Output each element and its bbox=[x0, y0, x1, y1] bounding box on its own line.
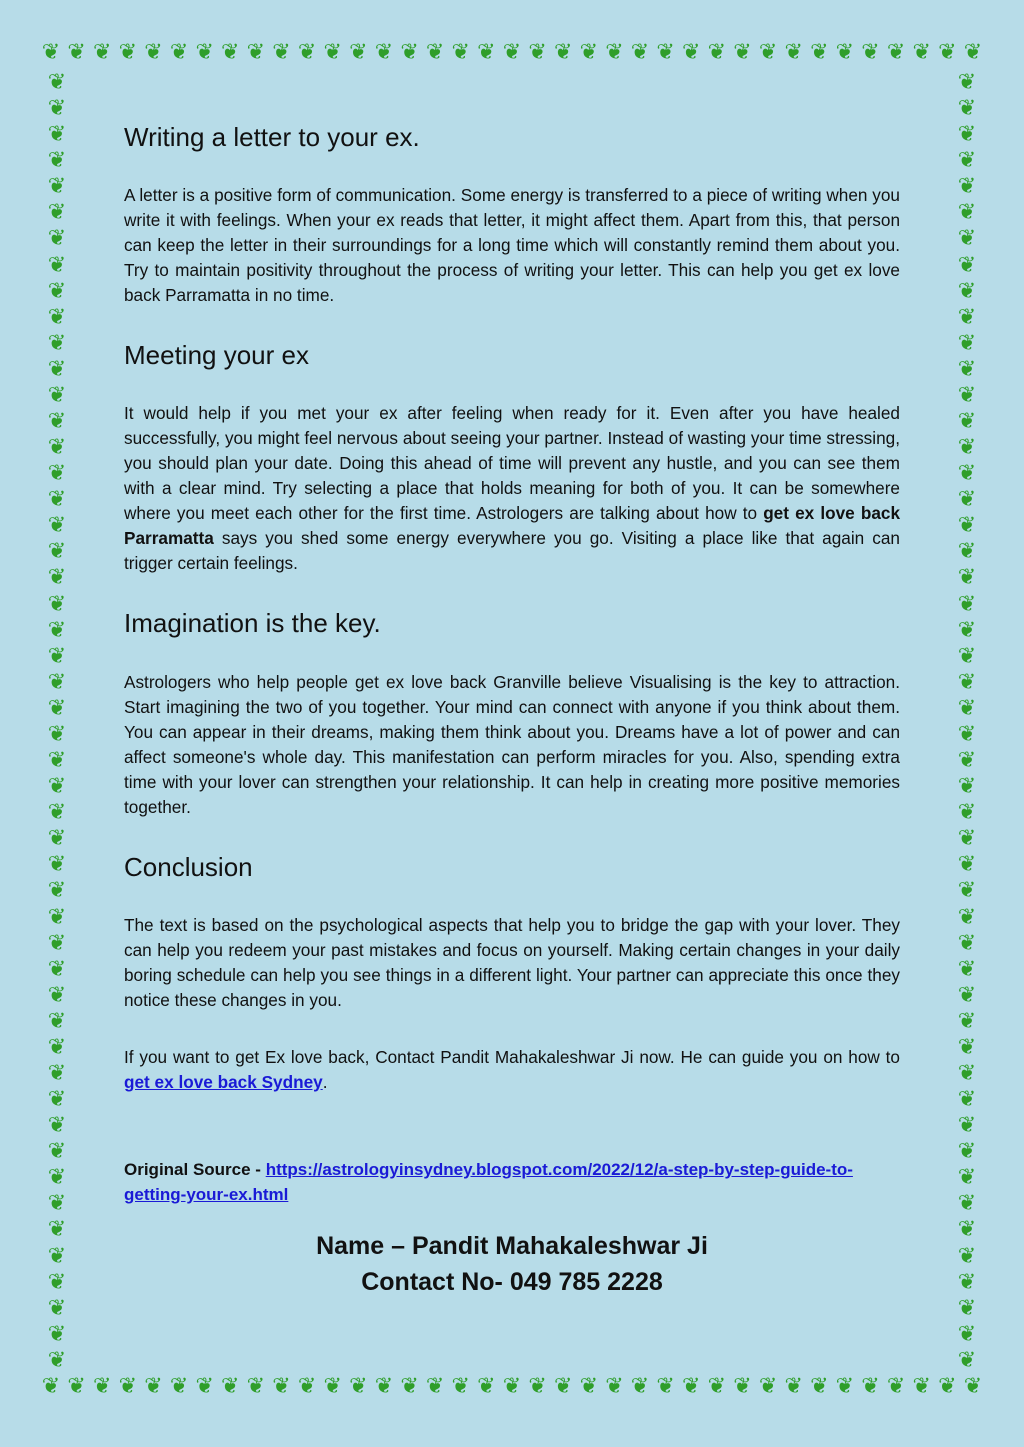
leaf-vine-icon: ❦ bbox=[630, 40, 650, 65]
page-border-bottom bbox=[40, 1376, 984, 1398]
section-heading: Conclusion bbox=[124, 851, 253, 882]
leaf-vine-icon: ❦ bbox=[47, 1347, 67, 1373]
leaf-vine-icon: ❦ bbox=[246, 1374, 266, 1399]
page-border-top bbox=[40, 42, 984, 64]
leaf-vine-icon: ❦ bbox=[957, 304, 977, 330]
leaf-vine-icon: ❦ bbox=[528, 1374, 547, 1399]
leaf-vine-icon: ❦ bbox=[246, 40, 266, 65]
leaf-vine-icon: ❦ bbox=[47, 70, 67, 95]
leaf-vine-icon: ❦ bbox=[477, 1374, 496, 1399]
leaf-vine-icon: ❦ bbox=[47, 643, 67, 669]
leaf-vine-icon: ❦ bbox=[957, 1060, 977, 1086]
leaf-vine-icon: ❦ bbox=[957, 226, 977, 252]
section-imagination bbox=[124, 608, 900, 819]
leaf-vine-icon: ❦ bbox=[47, 930, 67, 956]
leaf-vine-icon: ❦ bbox=[957, 122, 977, 148]
leaf-vine-icon: ❦ bbox=[47, 278, 67, 304]
leaf-vine-icon: ❦ bbox=[938, 40, 957, 65]
leaf-vine-icon: ❦ bbox=[400, 1374, 419, 1399]
leaf-vine-icon: ❦ bbox=[118, 40, 138, 65]
leaf-vine-icon: ❦ bbox=[349, 1374, 368, 1399]
source-label: Original Source - bbox=[124, 1159, 266, 1179]
leaf-vine-icon: ❦ bbox=[47, 148, 67, 174]
leaf-vine-icon: ❦ bbox=[425, 1374, 445, 1399]
leaf-vine-icon: ❦ bbox=[957, 461, 977, 487]
section-writing-letter bbox=[124, 122, 900, 308]
leaf-vine-icon: ❦ bbox=[47, 96, 67, 122]
leaf-vine-icon: ❦ bbox=[957, 852, 977, 878]
leaf-vine-icon: ❦ bbox=[47, 513, 67, 539]
leaf-vine-icon: ❦ bbox=[733, 1374, 752, 1399]
leaf-vine-icon: ❦ bbox=[957, 774, 977, 800]
leaf-vine-icon: ❦ bbox=[682, 1374, 701, 1399]
section-conclusion bbox=[124, 852, 900, 1013]
leaf-vine-icon: ❦ bbox=[47, 1269, 67, 1295]
leaf-vine-icon: ❦ bbox=[886, 40, 906, 65]
leaf-vine-icon: ❦ bbox=[957, 1139, 977, 1165]
leaf-vine-icon: ❦ bbox=[707, 1374, 727, 1399]
leaf-vine-icon: ❦ bbox=[886, 1374, 906, 1399]
page-border-left bbox=[46, 72, 68, 1372]
leaf-vine-icon: ❦ bbox=[47, 956, 67, 982]
leaf-vine-icon: ❦ bbox=[47, 226, 67, 252]
leaf-vine-icon: ❦ bbox=[47, 122, 67, 148]
paragraph-text: says you shed some energy everywhere you go. Visiting a place like that again can trigger certain feelings. bbox=[124, 528, 900, 574]
leaf-vine-icon: ❦ bbox=[47, 1217, 67, 1243]
leaf-vine-icon: ❦ bbox=[425, 40, 445, 65]
leaf-vine-icon: ❦ bbox=[47, 878, 67, 904]
signature-contact: Contact No- 049 785 2228 bbox=[361, 1268, 663, 1296]
leaf-vine-icon: ❦ bbox=[957, 435, 977, 461]
leaf-vine-icon: ❦ bbox=[47, 461, 67, 487]
leaf-vine-icon: ❦ bbox=[579, 40, 599, 65]
signature-block bbox=[0, 1228, 1024, 1300]
leaf-vine-icon: ❦ bbox=[605, 1374, 624, 1399]
document-body bbox=[124, 122, 900, 1207]
leaf-vine-icon: ❦ bbox=[502, 1374, 522, 1399]
leaf-vine-icon: ❦ bbox=[47, 748, 67, 774]
section-paragraph: The text is based on the psychological aspects that help you to bridge the gap with your lover. They can help you redeem your past mistakes and focus on yourself. Making certain changes in your daily boring schedule can help you see things in a different light. Your partner can appreciate this once they notice these changes in you. bbox=[124, 914, 900, 1010]
leaf-vine-icon: ❦ bbox=[912, 40, 931, 65]
leaf-vine-icon: ❦ bbox=[656, 40, 675, 65]
section-heading: Imagination is the key. bbox=[124, 608, 381, 639]
leaf-vine-icon: ❦ bbox=[957, 878, 977, 904]
leaf-vine-icon: ❦ bbox=[374, 40, 394, 65]
section-paragraph bbox=[124, 401, 900, 576]
leaf-vine-icon: ❦ bbox=[47, 252, 67, 278]
leaf-vine-icon: ❦ bbox=[47, 539, 67, 565]
leaf-vine-icon: ❦ bbox=[477, 40, 496, 65]
source-link[interactable]: https://astrologyinsydney.blogspot.com/2022/12/a-step-by-step-guide-to-getting-your-ex.html bbox=[124, 1159, 853, 1204]
leaf-vine-icon: ❦ bbox=[221, 40, 240, 65]
leaf-vine-icon: ❦ bbox=[47, 982, 67, 1008]
leaf-vine-icon: ❦ bbox=[323, 40, 342, 65]
paragraph-text: It would help if you met your ex after feeling when ready for it. Even after you have healed successfully, you might feel nervous about seeing your partner. Instead of wasting your time stressing, you should plan your date. Doing this ahead of time will prevent any hustle, and you can see them with a clear mind. Try selecting a place that holds meaning for both of you. It can be somewhere where you meet each other for the first time. Astrologers are talking about how to bbox=[124, 403, 900, 524]
leaf-vine-icon: ❦ bbox=[957, 565, 977, 591]
leaf-vine-icon: ❦ bbox=[579, 1374, 599, 1399]
leaf-vine-icon: ❦ bbox=[451, 40, 470, 65]
leaf-vine-icon: ❦ bbox=[47, 1113, 67, 1139]
leaf-vine-icon: ❦ bbox=[47, 904, 67, 930]
leaf-vine-icon: ❦ bbox=[47, 1243, 67, 1269]
leaf-vine-icon: ❦ bbox=[810, 1374, 829, 1399]
leaf-vine-icon: ❦ bbox=[957, 174, 977, 200]
original-source bbox=[124, 1157, 900, 1207]
leaf-vine-icon: ❦ bbox=[47, 826, 67, 852]
leaf-vine-icon: ❦ bbox=[47, 1008, 67, 1034]
leaf-vine-icon: ❦ bbox=[957, 617, 977, 643]
leaf-vine-icon: ❦ bbox=[502, 40, 522, 65]
leaf-vine-icon: ❦ bbox=[861, 40, 880, 65]
bold-keyword: get ex love back Parramatta bbox=[124, 503, 901, 549]
leaf-vine-icon: ❦ bbox=[272, 40, 291, 65]
leaf-vine-icon: ❦ bbox=[957, 591, 977, 617]
leaf-vine-icon: ❦ bbox=[528, 40, 547, 65]
leaf-vine-icon: ❦ bbox=[400, 40, 419, 65]
leaf-vine-icon: ❦ bbox=[47, 721, 67, 747]
leaf-vine-icon: ❦ bbox=[957, 695, 977, 721]
leaf-vine-icon: ❦ bbox=[707, 40, 727, 65]
section-paragraph: A letter is a positive form of communication. Some energy is transferred to a piece of writing when you write it with feelings. When your ex reads that letter, it might affect them. Apart from this, that person can keep the letter in their surroundings for a long time which will constantly remind them about you. Try to maintain positivity throughout the process of writing your letter. This can help you get ex love back Parramatta in no time. bbox=[124, 185, 900, 306]
leaf-vine-icon: ❦ bbox=[957, 1269, 977, 1295]
leaf-vine-icon: ❦ bbox=[47, 1139, 67, 1165]
paragraph-text: If you want to get Ex love back, Contact Pandit Mahakaleshwar Ji now. He can guide you on how to bbox=[124, 1046, 900, 1067]
leaf-vine-icon: ❦ bbox=[938, 1374, 957, 1399]
leaf-vine-icon: ❦ bbox=[957, 800, 977, 826]
leaf-vine-icon: ❦ bbox=[67, 1374, 86, 1399]
leaf-vine-icon: ❦ bbox=[957, 513, 977, 539]
leaf-vine-icon: ❦ bbox=[221, 1374, 240, 1399]
leaf-vine-icon: ❦ bbox=[957, 1321, 977, 1347]
leaf-vine-icon: ❦ bbox=[553, 40, 573, 65]
leaf-vine-icon: ❦ bbox=[957, 982, 977, 1008]
leaf-vine-icon: ❦ bbox=[957, 1295, 977, 1321]
leaf-vine-icon: ❦ bbox=[47, 1295, 67, 1321]
leaf-vine-icon: ❦ bbox=[912, 1374, 931, 1399]
leaf-vine-icon: ❦ bbox=[47, 409, 67, 435]
leaf-vine-icon: ❦ bbox=[47, 852, 67, 878]
leaf-vine-icon: ❦ bbox=[47, 695, 67, 721]
leaf-vine-icon: ❦ bbox=[47, 774, 67, 800]
leaf-vine-icon: ❦ bbox=[41, 40, 61, 65]
leaf-vine-icon: ❦ bbox=[957, 356, 977, 382]
leaf-vine-icon: ❦ bbox=[957, 1008, 977, 1034]
leaf-vine-icon: ❦ bbox=[47, 669, 67, 695]
leaf-vine-icon: ❦ bbox=[957, 330, 977, 356]
section-meeting-ex bbox=[124, 340, 900, 576]
leaf-vine-icon: ❦ bbox=[272, 1374, 291, 1399]
leaf-vine-icon: ❦ bbox=[374, 1374, 394, 1399]
leaf-vine-icon: ❦ bbox=[451, 1374, 470, 1399]
leaf-vine-icon: ❦ bbox=[957, 382, 977, 408]
leaf-vine-icon: ❦ bbox=[957, 252, 977, 278]
leaf-vine-icon: ❦ bbox=[47, 330, 67, 356]
leaf-vine-icon: ❦ bbox=[957, 1191, 977, 1217]
leaf-vine-icon: ❦ bbox=[118, 1374, 138, 1399]
leaf-vine-icon: ❦ bbox=[67, 40, 86, 65]
leaf-vine-icon: ❦ bbox=[957, 487, 977, 513]
leaf-vine-icon: ❦ bbox=[957, 1243, 977, 1269]
leaf-vine-icon: ❦ bbox=[47, 565, 67, 591]
leaf-vine-icon: ❦ bbox=[47, 200, 67, 226]
leaf-vine-icon: ❦ bbox=[47, 1191, 67, 1217]
signature-name: Name – Pandit Mahakaleshwar Ji bbox=[316, 1232, 708, 1260]
leaf-vine-icon: ❦ bbox=[297, 1374, 317, 1399]
leaf-vine-icon: ❦ bbox=[957, 200, 977, 226]
leaf-vine-icon: ❦ bbox=[784, 40, 803, 65]
leaf-vine-icon: ❦ bbox=[195, 40, 214, 65]
leaf-vine-icon: ❦ bbox=[47, 435, 67, 461]
leaf-vine-icon: ❦ bbox=[47, 382, 67, 408]
leaf-vine-icon: ❦ bbox=[835, 40, 855, 65]
leaf-vine-icon: ❦ bbox=[957, 1113, 977, 1139]
leaf-vine-icon: ❦ bbox=[605, 40, 624, 65]
leaf-vine-icon: ❦ bbox=[957, 643, 977, 669]
leaf-vine-icon: ❦ bbox=[682, 40, 701, 65]
leaf-vine-icon: ❦ bbox=[93, 1374, 112, 1399]
section-paragraph: Astrologers who help people get ex love back Granville believe Visualising is the key to attraction. Start imagining the two of you together. Your mind can connect with anyone if you think about them. You can appear in their dreams, making them think about you. Dreams have a lot of power and can affect someone's whole day. This manifestation can perform miracles for you. Also, spending extra time with your lover can strengthen your relationship. It can help in creating more positive memories together. bbox=[124, 671, 900, 817]
leaf-vine-icon: ❦ bbox=[93, 40, 112, 65]
leaf-vine-icon: ❦ bbox=[169, 40, 189, 65]
leaf-vine-icon: ❦ bbox=[957, 278, 977, 304]
leaf-vine-icon: ❦ bbox=[47, 591, 67, 617]
leaf-vine-icon: ❦ bbox=[957, 539, 977, 565]
leaf-vine-icon: ❦ bbox=[47, 1321, 67, 1347]
leaf-vine-icon: ❦ bbox=[957, 904, 977, 930]
leaf-vine-icon: ❦ bbox=[835, 1374, 855, 1399]
leaf-vine-icon: ❦ bbox=[630, 1374, 650, 1399]
leaf-vine-icon: ❦ bbox=[784, 1374, 803, 1399]
leaf-vine-icon: ❦ bbox=[957, 1034, 977, 1060]
leaf-vine-icon: ❦ bbox=[957, 1165, 977, 1191]
leaf-vine-icon: ❦ bbox=[47, 1087, 67, 1113]
leaf-vine-icon: ❦ bbox=[957, 956, 977, 982]
page-border-right bbox=[956, 72, 978, 1372]
leaf-vine-icon: ❦ bbox=[349, 40, 368, 65]
leaf-vine-icon: ❦ bbox=[957, 721, 977, 747]
leaf-vine-icon: ❦ bbox=[47, 304, 67, 330]
leaf-vine-icon: ❦ bbox=[47, 1034, 67, 1060]
leaf-vine-icon: ❦ bbox=[957, 1347, 977, 1373]
leaf-vine-icon: ❦ bbox=[47, 174, 67, 200]
leaf-vine-icon: ❦ bbox=[733, 40, 752, 65]
leaf-vine-icon: ❦ bbox=[957, 748, 977, 774]
leaf-vine-icon: ❦ bbox=[810, 40, 829, 65]
leaf-vine-icon: ❦ bbox=[957, 669, 977, 695]
leaf-vine-icon: ❦ bbox=[144, 1374, 163, 1399]
leaf-vine-icon: ❦ bbox=[297, 40, 317, 65]
section-heading: Meeting your ex bbox=[124, 340, 309, 371]
leaf-vine-icon: ❦ bbox=[47, 1060, 67, 1086]
section-heading: Writing a letter to your ex. bbox=[124, 122, 420, 152]
leaf-vine-icon: ❦ bbox=[957, 409, 977, 435]
leaf-vine-icon: ❦ bbox=[144, 40, 163, 65]
leaf-vine-icon: ❦ bbox=[47, 1165, 67, 1191]
leaf-vine-icon: ❦ bbox=[47, 617, 67, 643]
paragraph-text: . bbox=[322, 1071, 328, 1092]
leaf-vine-icon: ❦ bbox=[47, 800, 67, 826]
leaf-vine-icon: ❦ bbox=[963, 40, 983, 65]
leaf-vine-icon: ❦ bbox=[957, 148, 977, 174]
leaf-vine-icon: ❦ bbox=[758, 1374, 778, 1399]
leaf-vine-icon: ❦ bbox=[47, 487, 67, 513]
leaf-vine-icon: ❦ bbox=[957, 96, 977, 122]
leaf-vine-icon: ❦ bbox=[957, 70, 977, 95]
leaf-vine-icon: ❦ bbox=[41, 1374, 61, 1399]
leaf-vine-icon: ❦ bbox=[963, 1374, 983, 1399]
contact-paragraph bbox=[124, 1045, 900, 1095]
leaf-vine-icon: ❦ bbox=[861, 1374, 880, 1399]
leaf-vine-icon: ❦ bbox=[656, 1374, 675, 1399]
leaf-vine-icon: ❦ bbox=[47, 356, 67, 382]
leaf-vine-icon: ❦ bbox=[169, 1374, 189, 1399]
leaf-vine-icon: ❦ bbox=[957, 1087, 977, 1113]
sydney-link[interactable]: get ex love back Sydney bbox=[124, 1071, 323, 1092]
leaf-vine-icon: ❦ bbox=[195, 1374, 214, 1399]
leaf-vine-icon: ❦ bbox=[553, 1374, 573, 1399]
leaf-vine-icon: ❦ bbox=[323, 1374, 342, 1399]
leaf-vine-icon: ❦ bbox=[957, 930, 977, 956]
leaf-vine-icon: ❦ bbox=[758, 40, 778, 65]
leaf-vine-icon: ❦ bbox=[957, 826, 977, 852]
leaf-vine-icon: ❦ bbox=[957, 1217, 977, 1243]
